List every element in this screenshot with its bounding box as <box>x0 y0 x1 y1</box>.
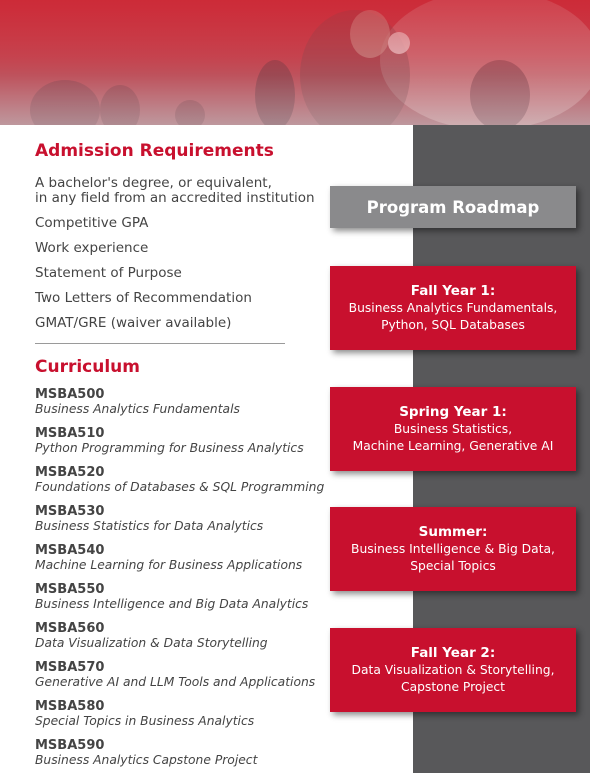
stage-description: Special Topics <box>410 558 496 573</box>
course-code: MSBA520 <box>35 465 105 480</box>
course-code: MSBA540 <box>35 543 105 558</box>
stage-description: Machine Learning, Generative AI <box>352 438 554 453</box>
requirement-degree-line2: in any field from an accredited institution <box>35 190 315 206</box>
stage-description: Business Analytics Fundamentals, <box>348 300 558 315</box>
roadmap-stage-fall-year-1 <box>330 266 576 350</box>
course-name: Business Analytics Fundamentals <box>35 402 240 416</box>
course-item <box>35 504 263 534</box>
course-code: MSBA590 <box>35 738 105 753</box>
course-code: MSBA580 <box>35 699 105 714</box>
course-item <box>35 465 324 495</box>
roadmap-stage-fall-year-2 <box>330 628 576 712</box>
stage-term: Fall Year 1: <box>410 282 496 299</box>
course-name: Data Visualization & Data Storytelling <box>35 636 268 650</box>
section-divider <box>35 343 285 344</box>
course-name: Business Statistics for Data Analytics <box>35 519 264 533</box>
course-name: Machine Learning for Business Applications <box>35 558 303 572</box>
requirement-work-experience: Work experience <box>35 240 149 256</box>
admission-requirements-heading: Admission Requirements <box>35 141 274 161</box>
hero-photo <box>0 0 590 125</box>
course-code: MSBA560 <box>35 621 105 636</box>
course-name: Special Topics in Business Analytics <box>35 714 255 728</box>
course-item <box>35 660 315 690</box>
course-name: Business Intelligence and Big Data Analytics <box>35 597 309 611</box>
course-name: Generative AI and LLM Tools and Applications <box>35 675 316 689</box>
course-name: Business Analytics Capstone Project <box>35 753 258 767</box>
requirement-gmat-gre: GMAT/GRE (waiver available) <box>35 315 232 331</box>
course-item <box>35 699 254 729</box>
stage-description: Python, SQL Databases <box>381 317 525 332</box>
stage-term: Spring Year 1: <box>399 403 507 420</box>
roadmap-stage-summer <box>330 507 576 591</box>
stage-term: Fall Year 2: <box>410 644 496 661</box>
stage-term: Summer: <box>418 523 488 540</box>
course-name: Foundations of Databases & SQL Programming <box>35 480 325 494</box>
course-item <box>35 426 304 456</box>
stage-description: Data Visualization & Storytelling, <box>351 662 555 677</box>
stage-description: Capstone Project <box>400 679 506 694</box>
course-item <box>35 582 308 612</box>
course-item <box>35 387 240 417</box>
course-code: MSBA530 <box>35 504 105 519</box>
course-code: MSBA550 <box>35 582 105 597</box>
requirement-statement-of-purpose: Statement of Purpose <box>35 265 182 281</box>
stage-description: Business Statistics, <box>393 421 513 436</box>
roadmap-stage-spring-year-1 <box>330 387 576 471</box>
requirement-gpa: Competitive GPA <box>35 215 149 231</box>
curriculum-heading: Curriculum <box>35 357 140 377</box>
course-item <box>35 738 257 768</box>
requirement-recommendations: Two Letters of Recommendation <box>35 290 252 306</box>
course-name: Python Programming for Business Analytics <box>35 441 304 455</box>
course-code: MSBA510 <box>35 426 105 441</box>
course-item <box>35 543 302 573</box>
course-item <box>35 621 268 651</box>
program-roadmap-heading: Program Roadmap <box>330 186 576 228</box>
stage-description: Business Intelligence & Big Data, <box>351 541 555 556</box>
course-code: MSBA500 <box>35 387 105 402</box>
course-code: MSBA570 <box>35 660 105 675</box>
requirement-degree-line1: A bachelor's degree, or equivalent, <box>35 175 272 191</box>
